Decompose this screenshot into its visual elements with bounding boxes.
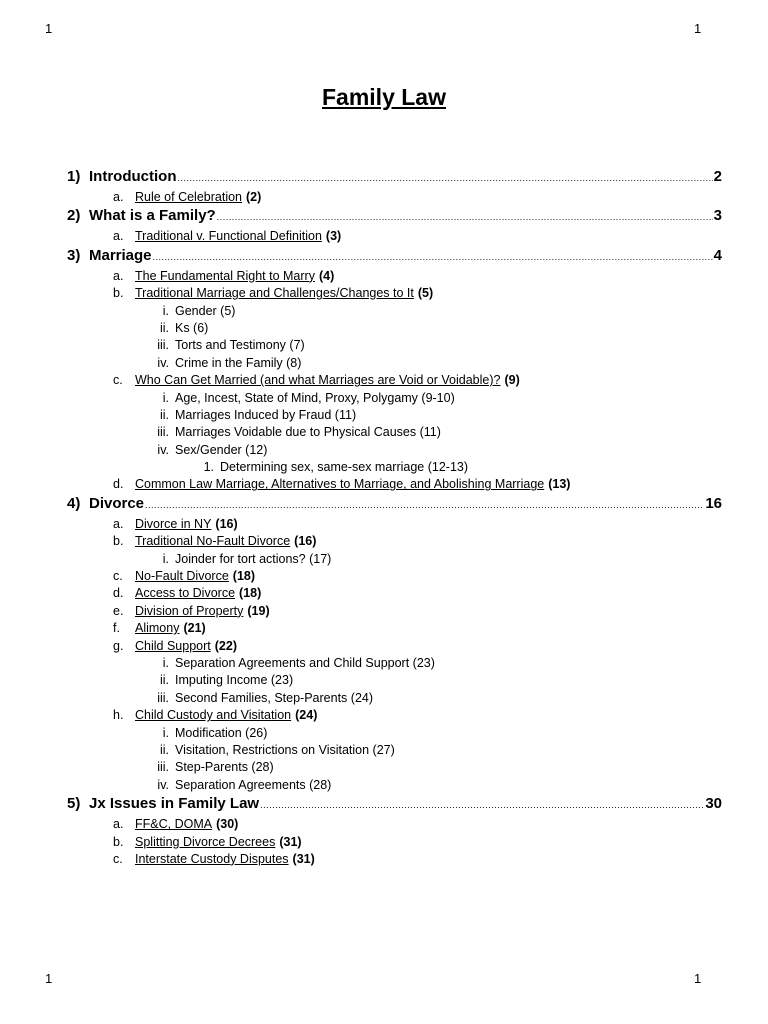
toc-entry-level-2[interactable] (0, 621, 768, 638)
entry-link[interactable]: Traditional Marriage and Challenges/Changes to It (135, 286, 414, 301)
entry-marker: iii. (157, 760, 169, 775)
entry-page-number: (18) (239, 586, 262, 601)
entry-text: Step-Parents (28) (175, 760, 274, 775)
toc-entry-level-4 (0, 460, 768, 477)
table-of-contents (0, 168, 768, 869)
entry-marker: c. (113, 569, 123, 584)
dot-leader (177, 173, 712, 183)
entry-marker: h. (113, 708, 124, 723)
entry-marker: c. (113, 373, 123, 388)
entry-text: Torts and Testimony (7) (175, 338, 305, 353)
entry-marker: b. (113, 534, 124, 549)
entry-text: Determining sex, same-sex marriage (12-13) (220, 460, 469, 475)
entry-page-number: (18) (232, 569, 256, 584)
toc-entry-level-2[interactable] (0, 534, 768, 551)
entry-marker: a. (113, 268, 124, 283)
toc-entry-level-3 (0, 743, 768, 760)
toc-entry-level-3 (0, 443, 768, 460)
entry-link[interactable]: Who Can Get Married (and what Marriages are Void or Voidable)? (135, 373, 501, 388)
toc-entry-level-2[interactable] (0, 852, 768, 869)
entry-link[interactable]: The Fundamental Right to Marry (135, 268, 315, 283)
toc-section-2[interactable] (67, 207, 722, 229)
entry-marker: ii. (159, 742, 169, 757)
entry-link[interactable]: Child Custody and Visitation (135, 708, 292, 723)
entry-page-number: (9) (504, 373, 520, 388)
toc-entry-level-2[interactable] (0, 517, 768, 534)
entry-page-number: (2) (246, 190, 262, 204)
entry-marker: c. (113, 851, 123, 866)
section-number: 1) (67, 168, 81, 185)
entry-marker: i. (162, 725, 169, 740)
entry-link[interactable]: Access to Divorce (135, 586, 236, 601)
entry-marker: ii. (159, 407, 169, 422)
toc-section-4[interactable] (67, 495, 722, 517)
toc-entry-level-3 (0, 656, 768, 673)
entry-link[interactable]: Interstate Custody Disputes (135, 851, 289, 866)
section-page-number: 2 (713, 168, 722, 185)
entry-text: Sex/Gender (12) (175, 442, 268, 457)
entry-marker: i. (162, 551, 169, 566)
toc-entry-level-3 (0, 391, 768, 408)
toc-entry-level-2[interactable] (0, 373, 768, 390)
toc-entry-level-3 (0, 691, 768, 708)
section-page-number: 4 (713, 246, 722, 264)
entry-text: Gender (5) (175, 303, 236, 318)
entry-link[interactable]: Division of Property (135, 603, 244, 618)
toc-section-3[interactable] (67, 247, 722, 269)
toc-entry-level-3 (0, 321, 768, 338)
toc-entry-level-2[interactable] (0, 229, 768, 246)
entry-marker: i. (162, 390, 169, 405)
section-number: 4) (67, 494, 81, 512)
entry-link[interactable]: Traditional v. Functional Definition (135, 229, 322, 244)
entry-link[interactable]: Splitting Divorce Decrees (135, 834, 276, 849)
section-number: 3) (67, 246, 81, 264)
section-title[interactable]: What is a Family? (89, 207, 216, 225)
entry-page-number: (3) (325, 229, 342, 244)
entry-text: Modification (26) (175, 725, 268, 740)
entry-marker: a. (113, 229, 124, 244)
entry-marker: b. (113, 286, 124, 301)
entry-marker: a. (113, 516, 124, 531)
dot-leader (260, 800, 704, 810)
entry-marker: a. (113, 817, 124, 832)
entry-page-number: (22) (214, 638, 237, 653)
toc-section-1[interactable] (67, 168, 722, 190)
toc-entry-level-2[interactable] (0, 569, 768, 586)
section-title[interactable]: Introduction (89, 168, 177, 185)
toc-entry-level-2[interactable] (0, 586, 768, 603)
dot-leader (153, 252, 713, 262)
entry-link[interactable]: Rule of Celebration (135, 190, 243, 204)
entry-text: Age, Incest, State of Mind, Proxy, Polygamy (9-10) (175, 390, 455, 405)
entry-page-number: (5) (417, 286, 434, 301)
entry-text: Marriages Voidable due to Physical Causes (11) (175, 425, 441, 440)
entry-page-number: (19) (247, 603, 270, 618)
toc-entry-level-2[interactable] (0, 639, 768, 656)
entry-marker: iv. (157, 442, 169, 457)
entry-text: Separation Agreements (28) (175, 777, 332, 792)
entry-marker: e. (113, 603, 124, 618)
page-number-top-left: 1 (45, 21, 53, 36)
toc-entry-level-3 (0, 408, 768, 425)
entry-marker: ii. (159, 673, 169, 688)
toc-entry-level-3 (0, 338, 768, 355)
section-number: 5) (67, 795, 81, 813)
toc-entry-level-3 (0, 304, 768, 321)
entry-marker: iv. (157, 355, 169, 370)
toc-entry-level-3 (0, 778, 768, 795)
document-title: Family Law (322, 84, 446, 110)
entry-page-number: (31) (279, 834, 302, 849)
toc-entry-level-2[interactable] (0, 190, 768, 207)
page-number-bottom-left: 1 (45, 971, 53, 986)
entry-text: Imputing Income (23) (175, 673, 294, 688)
entry-text: Separation Agreements and Child Support (23) (175, 655, 435, 670)
entry-marker: iv. (157, 777, 169, 792)
entry-link[interactable]: Traditional No-Fault Divorce (135, 534, 291, 549)
entry-marker: iii. (157, 338, 169, 353)
entry-marker: i. (162, 655, 169, 670)
toc-entry-level-3 (0, 673, 768, 690)
entry-text: Visitation, Restrictions on Visitation (27) (175, 742, 395, 757)
entry-page-number: (24) (295, 708, 318, 723)
toc-entry-level-2[interactable] (0, 708, 768, 725)
entry-link[interactable]: No-Fault Divorce (135, 569, 229, 584)
toc-entry-level-2[interactable] (0, 817, 768, 834)
toc-entry-level-3 (0, 760, 768, 777)
section-page-number: 16 (705, 494, 722, 512)
toc-section-5[interactable] (67, 795, 722, 817)
toc-entry-level-2[interactable] (0, 604, 768, 621)
entry-text: Joinder for tort actions? (17) (175, 551, 332, 566)
toc-entry-level-2[interactable] (0, 286, 768, 303)
toc-entry-level-2[interactable] (0, 835, 768, 852)
entry-text: Marriages Induced by Fraud (11) (175, 407, 357, 422)
entry-marker: d. (113, 477, 124, 492)
section-title[interactable]: Divorce (89, 494, 145, 512)
toc-entry-level-2[interactable] (0, 269, 768, 286)
section-number: 2) (67, 207, 81, 225)
entry-page-number: (16) (215, 516, 238, 531)
entry-marker: iii. (157, 425, 169, 440)
toc-entry-level-2[interactable] (0, 477, 768, 494)
entry-marker: a. (113, 190, 124, 204)
page-number-bottom-right: 1 (694, 971, 702, 986)
entry-marker: i. (162, 303, 169, 318)
entry-marker: g. (113, 638, 124, 653)
section-page-number: 30 (705, 795, 722, 813)
entry-text: Crime in the Family (8) (175, 355, 302, 370)
entry-page-number: (21) (183, 621, 206, 636)
entry-marker: iii. (157, 690, 169, 705)
section-title[interactable]: Jx Issues in Family Law (89, 795, 260, 813)
entry-marker: 1. (203, 460, 214, 475)
entry-marker: b. (113, 834, 124, 849)
dot-leader (145, 500, 704, 510)
toc-entry-level-3 (0, 552, 768, 569)
entry-text: Second Families, Step-Parents (24) (175, 690, 374, 705)
toc-entry-level-3 (0, 425, 768, 442)
entry-page-number: (31) (292, 851, 315, 866)
toc-entry-level-3 (0, 356, 768, 373)
entry-text: Ks (6) (175, 320, 209, 335)
entry-page-number: (4) (318, 268, 335, 283)
entry-link[interactable]: Child Support (135, 638, 211, 653)
entry-link[interactable]: Alimony (135, 621, 180, 636)
entry-link[interactable]: Common Law Marriage, Alternatives to Marriage, and Abolishing Marriage (135, 477, 545, 492)
entry-page-number: (13) (548, 477, 571, 492)
entry-page-number: (16) (294, 534, 317, 549)
entry-marker: f. (113, 621, 120, 636)
section-page-number: 3 (713, 207, 722, 225)
section-title[interactable]: Marriage (89, 246, 152, 264)
entry-link[interactable]: Divorce in NY (135, 516, 212, 531)
entry-link[interactable]: FF&C, DOMA (135, 817, 213, 832)
page-number-top-right: 1 (694, 21, 702, 36)
dot-leader (217, 212, 713, 222)
entry-marker: d. (113, 586, 124, 601)
toc-entry-level-3 (0, 726, 768, 743)
entry-page-number: (30) (216, 817, 239, 832)
entry-marker: ii. (159, 320, 169, 335)
